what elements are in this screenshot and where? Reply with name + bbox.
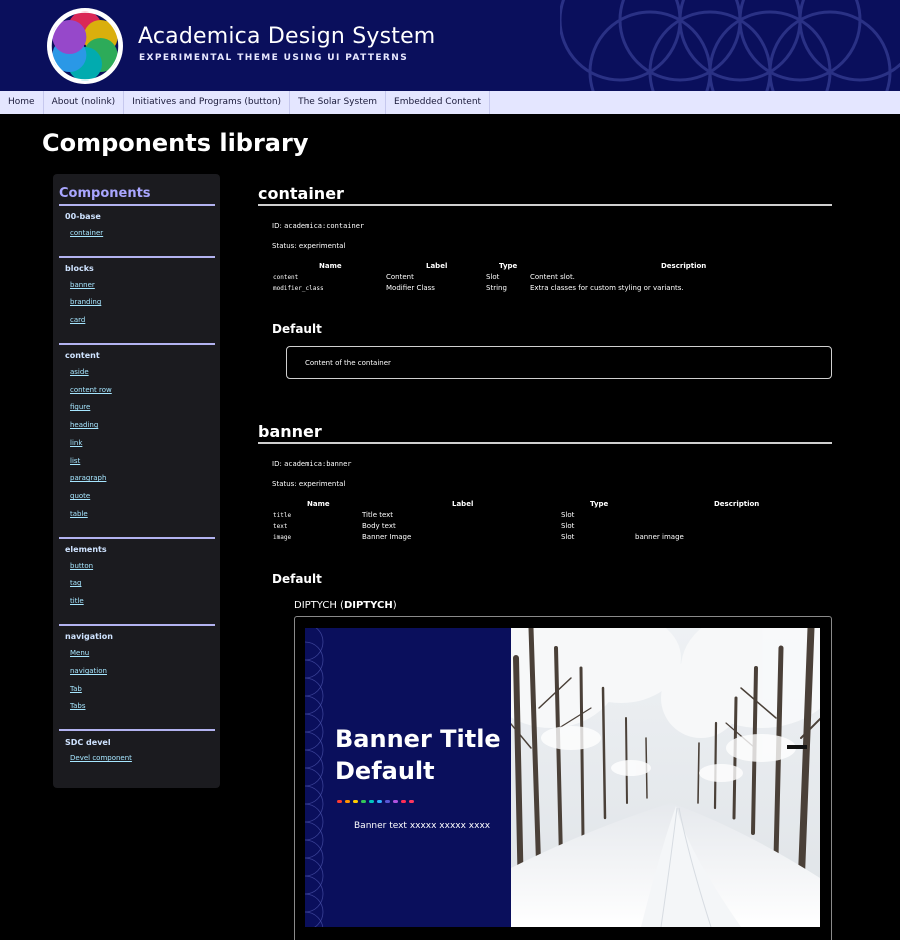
color-dot	[377, 800, 382, 803]
table-cell: content	[273, 274, 299, 281]
sidebar-divider	[59, 343, 215, 345]
table-cell: Slot	[561, 522, 575, 530]
sidebar-group-00-base: 00-base	[65, 212, 101, 221]
table-cell: Slot	[561, 511, 575, 519]
table-header-description: Description	[714, 500, 760, 508]
components-sidebar	[53, 174, 220, 788]
sidebar-link-table[interactable]: table	[70, 510, 88, 518]
component-id: ID: academica:container	[272, 222, 365, 230]
color-dot	[361, 800, 366, 803]
site-title[interactable]: Academica Design System	[138, 24, 436, 49]
sidebar-divider	[59, 537, 215, 539]
table-cell: Modifier Class	[386, 284, 435, 292]
sidebar-divider	[59, 256, 215, 258]
table-cell: Extra classes for custom styling or variants.	[530, 284, 684, 292]
flower-pattern-decoration	[560, 0, 900, 91]
table-cell: text	[273, 523, 288, 530]
table-cell: Slot	[486, 273, 500, 281]
table-header-name: Name	[319, 262, 342, 270]
sidebar-link-container[interactable]: container	[70, 229, 104, 237]
snowy-forest-road-image	[511, 628, 820, 927]
sidebar-link-list[interactable]: list	[70, 457, 81, 465]
color-dot	[409, 800, 414, 803]
table-cell: Banner Image	[362, 533, 412, 541]
color-dot	[353, 800, 358, 803]
banner-demo-text-panel	[305, 628, 511, 927]
table-cell: Slot	[561, 533, 575, 541]
sidebar-link-menu[interactable]: Menu	[70, 649, 90, 657]
component-status: Status: experimental	[272, 480, 346, 488]
nav-item-solar-system[interactable]: The Solar System	[290, 91, 386, 114]
component-title-container: container	[258, 184, 344, 203]
nav-item-home[interactable]: Home	[0, 91, 44, 114]
sidebar-divider	[59, 204, 215, 206]
table-header-label: Label	[452, 500, 474, 508]
color-dot	[385, 800, 390, 803]
sidebar-link-aside[interactable]: aside	[70, 368, 89, 376]
sidebar-link-button[interactable]: button	[70, 562, 94, 570]
component-status: Status: experimental	[272, 242, 346, 250]
sidebar-link-tag[interactable]: tag	[70, 579, 82, 587]
table-cell: String	[486, 284, 507, 292]
sidebar-link-content-row[interactable]: content row	[70, 386, 112, 394]
container-demo-text: Content of the container	[305, 359, 391, 367]
nav-item-about[interactable]: About (nolink)	[44, 91, 125, 114]
banner-demo-image	[511, 628, 820, 927]
container-demo	[286, 346, 832, 379]
table-cell: Title text	[362, 511, 394, 519]
component-divider	[258, 442, 832, 444]
site-slogan: EXPERIMENTAL THEME USING UI PATTERNS	[139, 53, 409, 63]
component-title-banner: banner	[258, 422, 322, 441]
banner-demo-title: Banner Title Default	[335, 725, 501, 785]
variant-label: DIPTYCH (DIPTYCH)	[294, 600, 397, 611]
sidebar-link-figure[interactable]: figure	[70, 403, 91, 411]
sidebar-group-elements: elements	[65, 545, 107, 554]
sidebar-title: Components	[59, 186, 151, 201]
sidebar-divider	[59, 729, 215, 731]
table-header-description: Description	[661, 262, 707, 270]
sidebar-link-paragraph[interactable]: paragraph	[70, 474, 107, 482]
table-cell: image	[273, 534, 292, 541]
table-cell: Content	[386, 273, 414, 281]
page-title: Components library	[42, 129, 309, 157]
site-header	[0, 0, 900, 91]
table-cell: Content slot.	[530, 273, 575, 281]
sidebar-link-tab[interactable]: Tab	[70, 685, 82, 693]
banner-demo-text: Banner text xxxxx xxxxx xxxx	[354, 821, 491, 831]
table-header-type: Type	[590, 500, 609, 508]
default-heading: Default	[272, 322, 322, 336]
site-logo[interactable]	[46, 7, 124, 85]
sidebar-link-card[interactable]: card	[70, 316, 86, 324]
color-dots-decoration	[337, 800, 414, 803]
table-header-type: Type	[499, 262, 518, 270]
sidebar-group-blocks: blocks	[65, 264, 94, 273]
color-dot	[369, 800, 374, 803]
sidebar-link-quote[interactable]: quote	[70, 492, 91, 500]
nav-item-initiatives[interactable]: Initiatives and Programs (button)	[124, 91, 290, 114]
circle-pattern-decoration	[305, 628, 331, 927]
sidebar-link-navigation[interactable]: navigation	[70, 667, 107, 675]
sidebar-link-link[interactable]: link	[70, 439, 83, 447]
table-cell: title	[273, 512, 292, 519]
color-dot	[401, 800, 406, 803]
table-header-name: Name	[307, 500, 330, 508]
sidebar-link-heading[interactable]: heading	[70, 421, 99, 429]
table-cell: modifier_class	[273, 285, 324, 292]
table-header-label: Label	[426, 262, 448, 270]
color-dot	[337, 800, 342, 803]
component-id: ID: academica:banner	[272, 460, 352, 468]
sidebar-link-tabs[interactable]: Tabs	[70, 702, 86, 710]
sidebar-group-content: content	[65, 351, 100, 360]
nav-item-embedded-content[interactable]: Embedded Content	[386, 91, 490, 114]
sidebar-link-branding[interactable]: branding	[70, 298, 102, 306]
color-dot	[345, 800, 350, 803]
sidebar-group-navigation: navigation	[65, 632, 113, 641]
sidebar-group-sdc-devel: SDC devel	[65, 738, 111, 747]
sidebar-link-title[interactable]: title	[70, 597, 84, 605]
sidebar-divider	[59, 624, 215, 626]
sidebar-link-banner[interactable]: banner	[70, 281, 95, 289]
color-dot	[393, 800, 398, 803]
table-cell: Body text	[362, 522, 396, 530]
component-divider	[258, 204, 832, 206]
sidebar-link-devel-component[interactable]: Devel component	[70, 754, 132, 762]
default-heading: Default	[272, 572, 322, 586]
main-navigation	[0, 91, 900, 114]
table-cell: banner image	[635, 533, 684, 541]
